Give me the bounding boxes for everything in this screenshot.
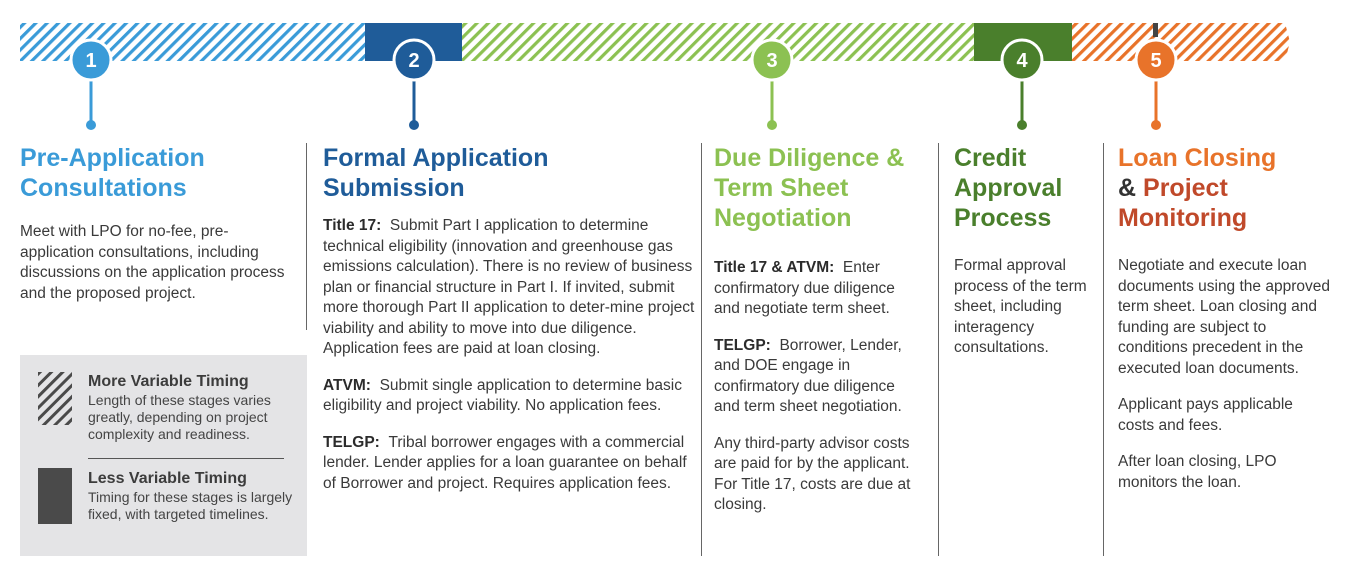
stage-5-number: 5 (1150, 50, 1162, 72)
stage-3-item-label: Title 17 & ATVM: (714, 259, 835, 276)
stage-3-body (714, 258, 924, 532)
stage-5-title-part2: Project Monitoring (1118, 174, 1248, 232)
stage-3-item-label: TELGP: (714, 336, 771, 354)
stage-5-paragraph: After loan closing, LPO monitors the loan. (1118, 453, 1277, 491)
stage-2-item-text: Tribal borrower engages with a commercial lender. Lender applies for a loan guarantee on behalf of Borrower and project. Requires application fees. (323, 433, 687, 492)
stage-2-number: 2 (408, 50, 420, 72)
stage-4-body (954, 256, 1089, 375)
divider-3 (938, 143, 939, 556)
stage-2-item-text: Submit Part I application to determine technical eligibility (innovation and greenhouse gas emissions calculation). There is no review of business plan or financial structure in Part I. If invited, submit more thorough Part II application to deter-mine project viability and ability to move into due diligence. Application fees are paid at loan closing. (323, 217, 695, 357)
stage-1-marker (71, 40, 111, 130)
stage-3-item-text: Borrower, Lender, and DOE engage in confirmatory due diligence and term sheet negotiation. (714, 336, 902, 415)
stage-3-item (714, 336, 924, 418)
segment-due-diligence (462, 23, 974, 61)
legend-less-text: Timing for these stages is largely fixed, with targeted timelines. (88, 489, 293, 522)
stage-2-item-label: ATVM: (323, 376, 371, 394)
stage-5-paragraph: Applicant pays applicable costs and fees. (1118, 396, 1293, 434)
stage-5-title-amp: & (1118, 174, 1137, 202)
stage-4-number: 4 (1016, 50, 1028, 72)
stage-1-body (20, 222, 300, 320)
stage-2-marker (394, 40, 434, 130)
stage-2-item (323, 216, 695, 360)
stage-2-body (323, 216, 695, 510)
stage-2-item (323, 433, 695, 495)
legend-separator (88, 458, 284, 459)
stage-2-item-label: TELGP: (323, 433, 380, 451)
segment-loan-closing (1072, 23, 1290, 61)
divider-4 (1103, 143, 1104, 556)
stage-5-title-part1: Loan Closing (1118, 144, 1277, 172)
stage-1-title: Pre-Application Consultations (20, 144, 205, 202)
stage-5-marker (1136, 40, 1176, 130)
stage-2-item (323, 376, 695, 417)
solid-swatch-icon (38, 468, 72, 524)
legend-more-title: More Variable Timing (88, 373, 249, 390)
legend-less-title: Less Variable Timing (88, 470, 247, 487)
hatch-swatch-icon (38, 372, 72, 425)
timing-legend (20, 355, 307, 556)
stage-3-marker (752, 40, 792, 130)
stage-3-item-text: Enter confirmatory due diligence and negotiate term sheet. (714, 259, 895, 317)
stage-1-number: 1 (85, 50, 97, 72)
stage-3-title: Due Diligence & Term Sheet Negotiation (714, 144, 905, 232)
stage-4-title: Credit Approval Process (954, 144, 1063, 232)
divider-2 (701, 143, 702, 556)
stage-5-paragraph: Negotiate and execute loan documents using the approved term sheet. Loan closing and funding are subject to conditions precedent in the executed loan documents. (1118, 257, 1330, 377)
segment-tick (1153, 23, 1158, 37)
stage-4-paragraph: Formal approval process of the term sheet, including interagency consultations. (954, 257, 1087, 356)
legend-more-text: Length of these stages varies greatly, depending on project complexity and readiness. (88, 392, 271, 442)
stage-5-title (1118, 143, 1343, 233)
stage-4-marker (1002, 40, 1042, 130)
stage-2-item-label: Title 17: (323, 217, 382, 234)
stage-1-paragraph: Meet with LPO for no-fee, pre-application consultations, including discussions on the application process and the proposed project. (20, 223, 285, 302)
stage-3-item (714, 258, 924, 320)
stage-3-note: Any third-party advisor costs are paid for by the applicant. For Title 17, costs are due at closing. (714, 434, 911, 513)
stage-5-body (1118, 256, 1330, 509)
stage-2-title: Formal Application Submission (323, 144, 549, 202)
timeline-graphic (0, 0, 1350, 140)
divider-1 (306, 143, 307, 330)
stage-3-number: 3 (766, 50, 778, 72)
stage-2-item-text: Submit single application to determine basic eligibility and project viability. No application fees. (323, 376, 682, 414)
